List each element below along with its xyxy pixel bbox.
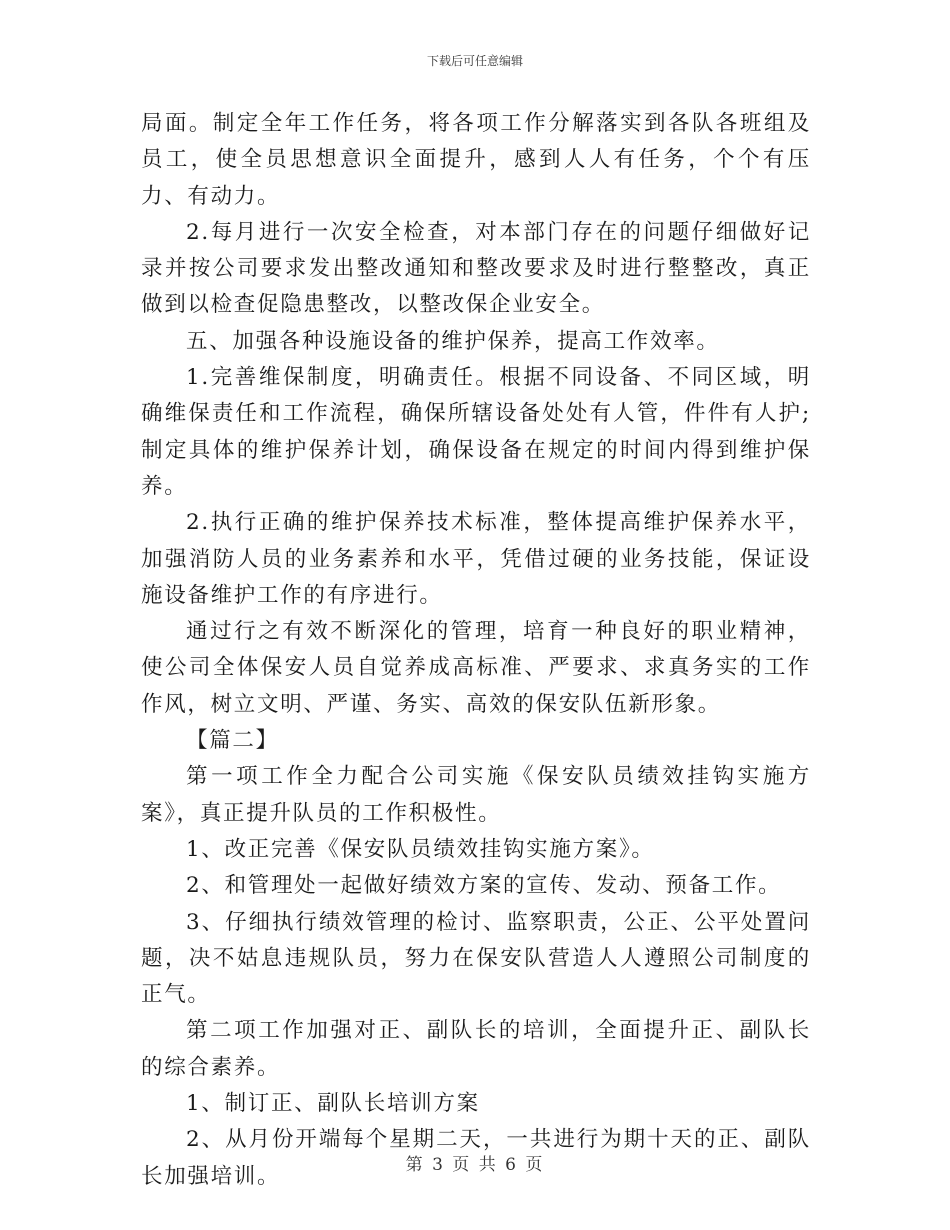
paragraph-6: 通过行之有效不断深化的管理，培育一种良好的职业精神，使公司全体保安人员自觉养成高标准、严要求、求真务实的工作作风，树立文明、严谨、务实、高效的保安队伍新形象。: [141, 619, 811, 717]
paragraph-8: 第一项工作全力配合公司实施《保安队员绩效挂钩实施方案》，真正提升队员的工作积极性。: [141, 764, 811, 826]
page-number-footer: 第 3 页 共 6 页: [405, 1155, 545, 1175]
paragraph-12: 第二项工作加强对正、副队长的培训，全面提升正、副队长的综合素养。: [141, 1018, 811, 1080]
section-heading-5: 五、加强各种设施设备的维护保养，提高工作效率。: [186, 328, 720, 354]
paragraph-2: 2.每月进行一次安全检查，对本部门存在的问题仔细做好记录并按公司要求发出整改通知和整改要求及时进行整整改，真正做到以检查促隐患整改，以整改保企业安全。: [141, 219, 811, 318]
paragraph-1: 局面。制定全年工作任务，将各项工作分解落实到各队各班组及员工，使全员思想意识全面提升，感到人人有任务，个个有压力、有动力。: [141, 111, 811, 209]
paragraph-10: 2、和管理处一起做好绩效方案的宣传、发动、预备工作。: [186, 873, 782, 899]
paragraph-14: 2、从月份开端每个星期二天，一共进行为期十天的正、副队长加强培训。: [141, 1127, 811, 1189]
paragraph-13: 1、制订正、副队长培训方案: [186, 1091, 480, 1117]
document-body: [141, 106, 811, 1195]
paragraph-9: 1、改正完善《保安队员绩效挂钩实施方案》。: [186, 836, 655, 862]
paragraph-5: 2.执行正确的维护保养技术标准，整体提高维护保养水平，加强消防人员的业务素养和水平，凭借过硬的业务技能，保证设施设备维护工作的有序进行。: [141, 510, 811, 608]
paragraph-11: 3、仔细执行绩效管理的检讨、监察职责，公正、公平处置问题，决不姑息违规队员，努力在保安队营造人人遵照公司制度的正气。: [141, 909, 811, 1008]
paragraph-4: 1.完善维保制度，明确责任。根据不同设备、不同区域，明确维保责任和工作流程，确保所辖设备处处有人管，件件有人护;制定具体的维护保养计划，确保设备在规定的时间内得到维护保养。: [141, 365, 811, 499]
part-two-heading: 【篇二】: [186, 728, 279, 754]
page-header: 下载后可任意编辑: [426, 54, 523, 68]
